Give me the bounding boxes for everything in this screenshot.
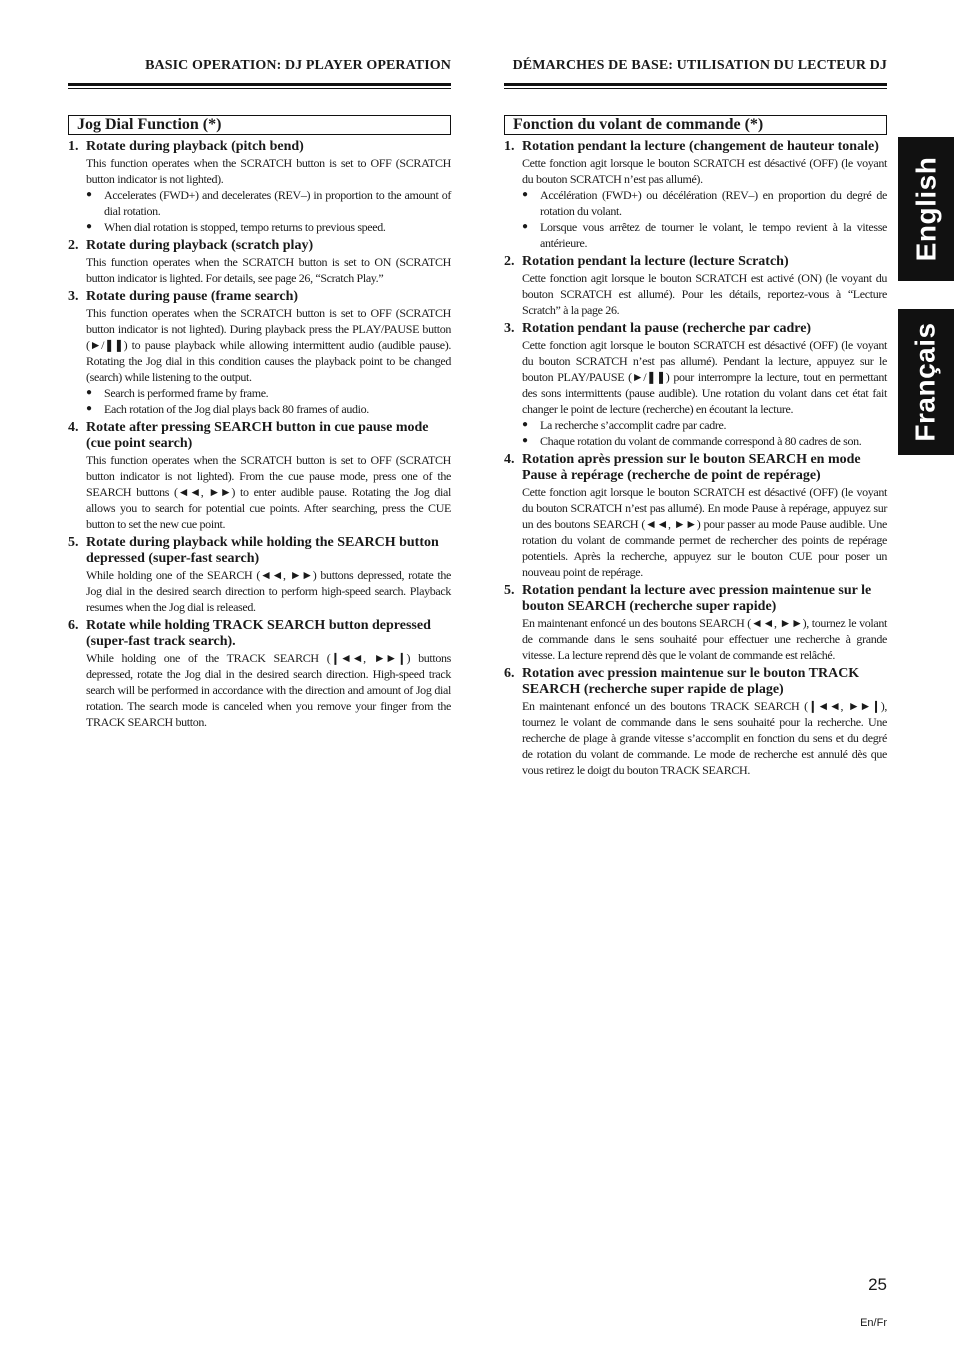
list-item (68, 289, 451, 417)
bullet-text: Chaque rotation du volant de commande correspond à 80 cadres de son. (540, 434, 862, 448)
item-list (68, 139, 451, 733)
item-heading (68, 618, 451, 650)
item-title: Rotation pendant la lecture (lecture Scratch) (522, 254, 789, 269)
item-number: 6. (68, 618, 79, 633)
bullet-icon: ● (522, 189, 528, 200)
language-tab-label: Français (910, 322, 942, 442)
bullet-icon: ● (86, 403, 92, 414)
section-title: Jog Dial Function (*) (68, 115, 451, 135)
item-number: 3. (68, 289, 79, 304)
bullet-text: Lorsque vous arrêtez de tourner le volant, le tempo revient à la vitesse antérieure. (540, 220, 887, 250)
item-heading (68, 420, 451, 452)
list-item (68, 238, 451, 286)
bullet-icon: ● (86, 387, 92, 398)
bullet-icon: ● (86, 189, 92, 200)
item-list (504, 139, 887, 781)
list-item (504, 139, 887, 251)
language-code: En/Fr (860, 1317, 887, 1329)
header-rule-thin (504, 88, 887, 89)
bullet-text: Accélération (FWD+) ou décélération (REV–) en proportion du degré de rotation du volant. (540, 188, 887, 218)
item-number: 5. (68, 535, 79, 550)
item-number: 2. (68, 238, 79, 253)
bullet-item (522, 187, 887, 219)
item-number: 6. (504, 666, 515, 681)
list-item (504, 254, 887, 318)
bullet-item (522, 417, 887, 433)
item-title: Rotate during playback while holding the SEARCH button depressed (super-fast search) (86, 535, 439, 566)
page-number: 25 (868, 1275, 887, 1294)
item-heading (68, 535, 451, 567)
item-body: En maintenant enfoncé un des boutons TRACK SEARCH (❙◄◄, ►►❙), tournez le volant de commande dans le sens souhaité pour la recherche. Une recherche de plage à grande vitesse s’accomplit en fonction du sens et du degré de rotation du volant de commande. Le mode de recherche est annulé dès que vous retirez le doigt du bouton TRACK SEARCH. (522, 699, 887, 777)
item-title: Rotate during pause (frame search) (86, 289, 299, 304)
item-body: While holding one of the TRACK SEARCH (❙◄◄, ►►❙) buttons depressed, rotate the Jog dial in the desired search direction. High-speed track search will be performed in accordance with the direction and amount of Jog dial rotation. The search mode is canceled when you remove your finger from the TRACK SEARCH button. (86, 651, 451, 729)
bullet-text: Each rotation of the Jog dial plays back 80 frames of audio. (104, 402, 369, 416)
item-body: Cette fonction agit lorsque le bouton SCRATCH est désactivé (OFF) (le voyant du bouton SCRATCH n’est pas allumé). (522, 156, 887, 186)
list-item (68, 618, 451, 730)
bullet-item (86, 219, 451, 235)
item-title: Rotation avec pression maintenue sur le bouton TRACK SEARCH (recherche super rapide de plage) (522, 666, 860, 697)
header-rule-thick (68, 83, 451, 86)
bullet-icon: ● (86, 221, 92, 232)
item-title: Rotate after pressing SEARCH button in cue pause mode (cue point search) (86, 420, 429, 451)
item-title: Rotation pendant la lecture avec pression maintenue sur le bouton SEARCH (recherche super rapide) (522, 583, 872, 614)
item-title: Rotation pendant la lecture (changement de hauteur tonale) (522, 139, 879, 154)
language-tab-english (898, 137, 954, 281)
bullet-item (522, 219, 887, 251)
item-title: Rotation pendant la pause (recherche par cadre) (522, 321, 812, 336)
item-body: Cette fonction agit lorsque le bouton SCRATCH est activé (ON) (le voyant du bouton SCRATCH est allumé). Pour les détails, reportez-vous à “Lecture Scratch” à la page 26. (522, 271, 887, 317)
item-number: 4. (504, 452, 515, 467)
bullet-icon: ● (522, 419, 528, 430)
header-rule-thin (68, 88, 451, 89)
item-heading (504, 666, 887, 698)
list-item (504, 666, 887, 778)
language-tab-label: English (910, 156, 941, 262)
item-title: Rotate while holding TRACK SEARCH button depressed (super-fast track search). (86, 618, 431, 649)
running-header: DÉMARCHES DE BASE: UTILISATION DU LECTEUR DJ (512, 58, 887, 73)
bullet-text: La recherche s’accomplit cadre par cadre. (540, 418, 727, 432)
bullet-icon: ● (522, 221, 528, 232)
item-heading (68, 289, 451, 305)
item-body: This function operates when the SCRATCH button is set to ON (SCRATCH button indicator is lighted. For details, see page 26, “Scratch Play.” (86, 255, 451, 285)
item-number: 2. (504, 254, 515, 269)
list-item (68, 139, 451, 235)
list-item (504, 583, 887, 663)
item-title: Rotation après pression sur le bouton SEARCH en mode Pause à repérage (recherche de point de repérage) (522, 452, 861, 483)
item-number: 3. (504, 321, 515, 336)
bullet-item (86, 385, 451, 401)
item-body: En maintenant enfoncé un des boutons SEARCH (◄◄, ►►), tournez le volant de commande dans le sens souhaité pour effectuer une recherche à grande vitesse. La lecture reprend dès que le volant de commande est relâché. (522, 616, 887, 662)
item-heading (504, 139, 887, 155)
list-item (504, 321, 887, 449)
item-heading (68, 139, 451, 155)
item-heading (504, 452, 887, 484)
section-title: Fonction du volant de commande (*) (504, 115, 887, 135)
list-item (68, 420, 451, 532)
bullet-item (86, 401, 451, 417)
item-body: While holding one of the SEARCH (◄◄, ►►) buttons depressed, rotate the Jog dial in the desired search direction to perform high-speed search. Playback resumes when the Jog dial is released. (86, 568, 451, 614)
item-heading (504, 321, 887, 337)
item-heading (504, 583, 887, 615)
item-number: 4. (68, 420, 79, 435)
item-heading (504, 254, 887, 270)
bullet-text: Accelerates (FWD+) and decelerates (REV–) in proportion to the amount of dial rotation. (104, 188, 451, 218)
item-number: 1. (68, 139, 79, 154)
item-title: Rotate during playback (scratch play) (86, 238, 314, 253)
language-tab-francais (898, 309, 954, 455)
item-title: Rotate during playback (pitch bend) (86, 139, 304, 154)
bullet-icon: ● (522, 435, 528, 446)
bullet-text: When dial rotation is stopped, tempo returns to previous speed. (104, 220, 386, 234)
item-body: This function operates when the SCRATCH button is set to OFF (SCRATCH button indicator is not lighted). (86, 156, 451, 186)
item-body: Cette fonction agit lorsque le bouton SCRATCH est désactivé (OFF) (le voyant du bouton SCRATCH n’est pas allumé). En mode Pause à repérage, appuyez sur un des boutons SEARCH (◄◄, ►►) pour passer au mode Pause audible. Une rotation du volant de commande permet de rechercher des points de repérage potentiels. Après la recherche, appuyez sur le bouton CUE pour poser un nouveau point de repérage. (522, 485, 887, 579)
item-heading (68, 238, 451, 254)
item-body: This function operates when the SCRATCH button is set to OFF (SCRATCH button indicator is not lighted). From the cue pause mode, press one of the SEARCH buttons (◄◄, ►►) to enter audible pause. Rotating the Jog dial allows you to search for potential cue points. After searching, press the CUE button to set the new cue point. (86, 453, 451, 531)
item-body: Cette fonction agit lorsque le bouton SCRATCH est désactivé (OFF) (le voyant du bouton SCRATCH n’est pas allumé). Pendant la lecture, appuyez sur le bouton PLAY/PAUSE (►/❚❚) pour interrompre la lecture, tout en permettant des sons intermittents (pause audible). Une rotation du volant dans cet état fait changer le point de lecture (recherche) en écoutant la lecture. (522, 338, 887, 416)
bullet-text: Search is performed frame by frame. (104, 386, 269, 400)
item-body: This function operates when the SCRATCH button is set to OFF (SCRATCH button indicator is not lighted). During playback press the PLAY/PAUSE button (►/❚❚) to pause playback while allowing intermittent audio (audible pause). Rotating the Jog dial in this condition causes the playback point to be changed (search) while listening to the output. (86, 306, 451, 384)
bullet-item (522, 433, 887, 449)
item-number: 5. (504, 583, 515, 598)
list-item (504, 452, 887, 580)
item-number: 1. (504, 139, 515, 154)
header-rule-thick (504, 83, 887, 86)
running-header: BASIC OPERATION: DJ PLAYER OPERATION (145, 58, 451, 73)
bullet-item (86, 187, 451, 219)
list-item (68, 535, 451, 615)
